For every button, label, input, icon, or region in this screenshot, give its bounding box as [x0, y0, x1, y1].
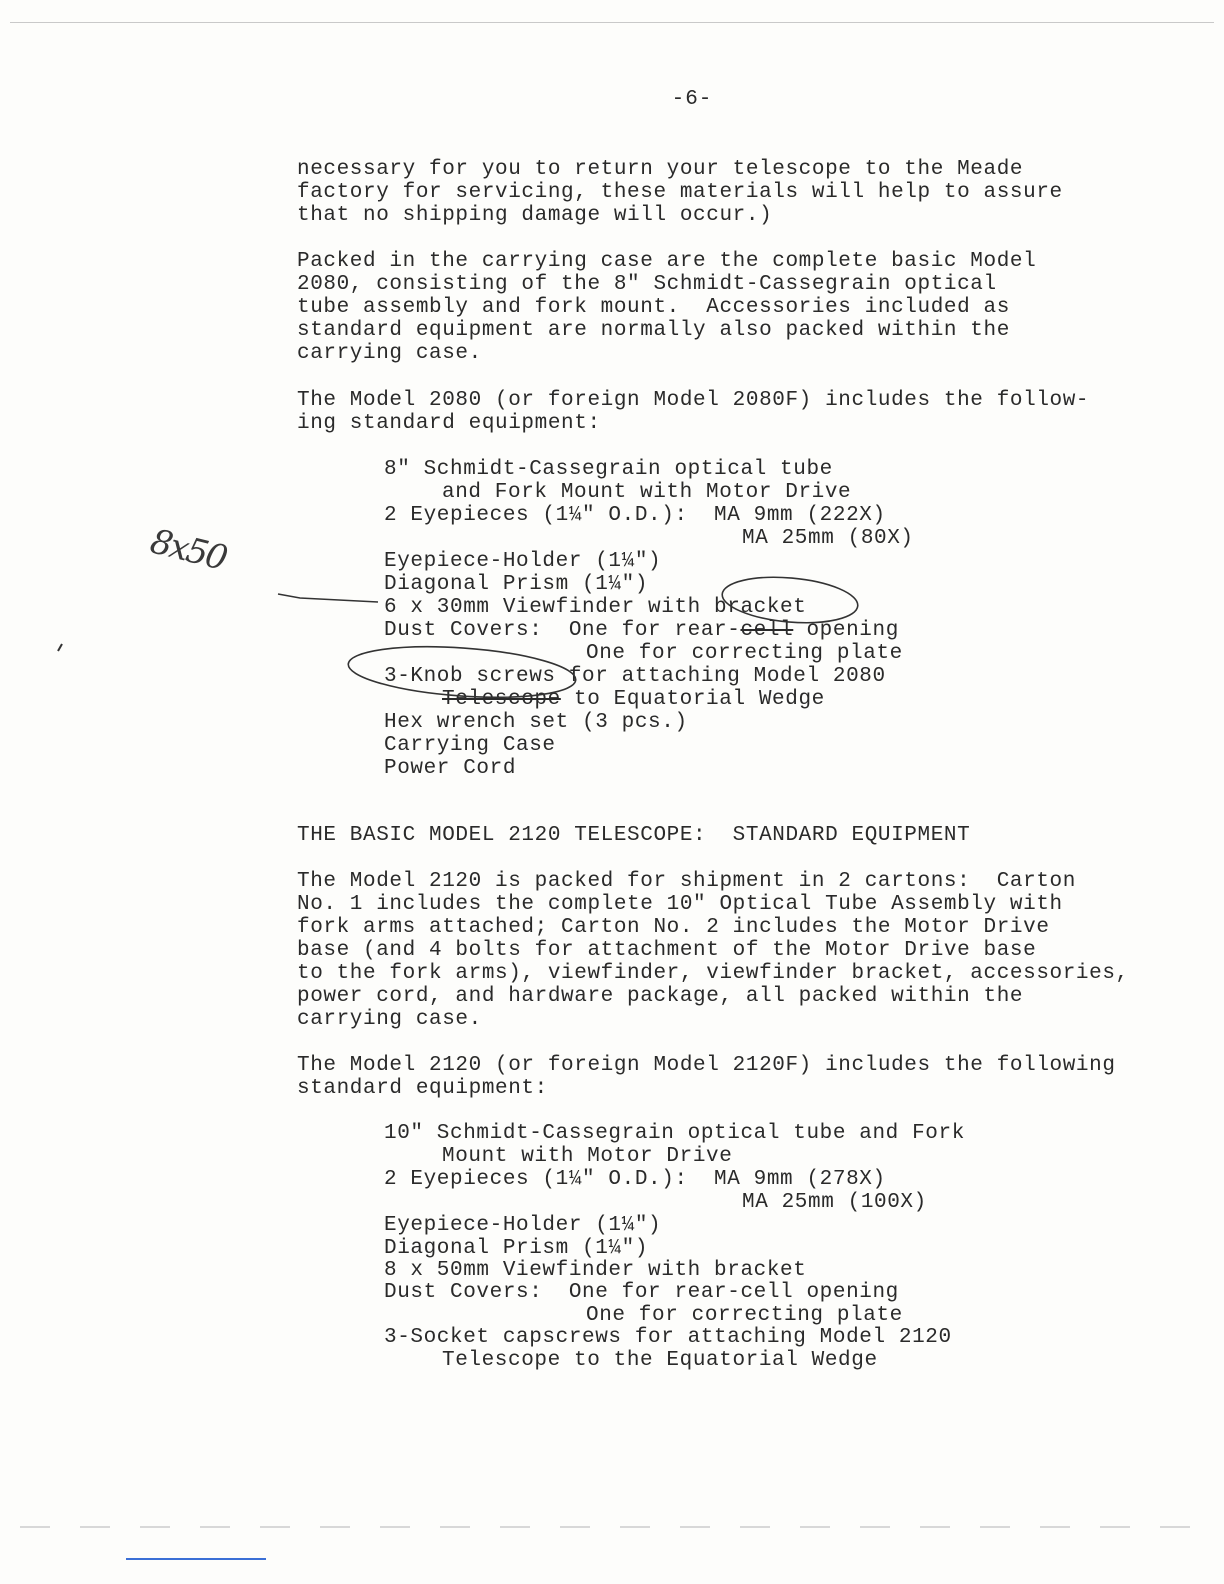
- para2-line: carrying case.: [297, 342, 482, 365]
- equipment-item: Diagonal Prism (1¼"): [384, 573, 649, 596]
- pointer-line: [278, 594, 378, 602]
- para4-line: base (and 4 bolts for attachment of the Motor Drive base: [297, 939, 1037, 962]
- handwritten-note: 8x50: [146, 521, 230, 579]
- equipment-item: MA 25mm (100X): [742, 1191, 927, 1214]
- scan-blue-mark: [126, 1558, 266, 1560]
- page-number: -6-: [671, 88, 713, 111]
- para1-line: necessary for you to return your telescope to the Meade: [297, 158, 1024, 181]
- para4-line: carrying case.: [297, 1008, 482, 1031]
- equipment-item: Power Cord: [384, 757, 517, 780]
- struck-word: Telescope: [442, 688, 561, 711]
- equipment-item: 2 Eyepieces (1¼" O.D.): MA 9mm (278X): [384, 1168, 886, 1191]
- equipment-item: Hex wrench set (3 pcs.): [384, 711, 688, 734]
- equipment-item: MA 25mm (80X): [742, 527, 914, 550]
- para4-line: to the fork arms), viewfinder, viewfinder bracket, accessories,: [297, 962, 1129, 985]
- equipment-item: Eyepiece-Holder (1¼"): [384, 550, 662, 573]
- equipment-item: and Fork Mount with Motor Drive: [442, 481, 852, 504]
- para3-line: ing standard equipment:: [297, 412, 601, 435]
- circle-mark-knob-screws: [347, 640, 578, 704]
- para2-line: Packed in the carrying case are the complete basic Model: [297, 250, 1037, 273]
- equipment-item: 8" Schmidt-Cassegrain optical tube: [384, 458, 833, 481]
- equipment-item: Carrying Case: [384, 734, 556, 757]
- dust-covers-text: opening: [793, 619, 899, 642]
- para5-line: The Model 2120 (or foreign Model 2120F) includes the following: [297, 1054, 1116, 1077]
- para1-line: that no shipping damage will occur.): [297, 204, 773, 227]
- para4-line: power cord, and hardware package, all packed within the: [297, 985, 1024, 1008]
- equipment-item: One for correcting plate: [586, 1304, 903, 1327]
- para2-line: tube assembly and fork mount. Accessories included as: [297, 296, 1010, 319]
- para3-line: The Model 2080 (or foreign Model 2080F) includes the follow-: [297, 389, 1090, 412]
- para1-line: factory for servicing, these materials will help to assure: [297, 181, 1063, 204]
- section-heading: THE BASIC MODEL 2120 TELESCOPE: STANDARD EQUIPMENT: [297, 824, 971, 847]
- equipment-item: 6 x 30mm Viewfinder with bracket: [384, 596, 807, 619]
- equipment-item: 3-Socket capscrews for attaching Model 2120: [384, 1326, 952, 1349]
- scan-bottom-smudge: [20, 1526, 1204, 1528]
- equipment-item: Dust Covers: One for rear-cell opening: [384, 1281, 899, 1304]
- para2-line: 2080, consisting of the 8" Schmidt-Cassegrain optical: [297, 273, 997, 296]
- dust-covers-text: Dust Covers: One for rear-: [384, 619, 741, 642]
- equipment-item: Diagonal Prism (1¼"): [384, 1237, 649, 1260]
- equipment-item: One for correcting plate: [586, 642, 903, 665]
- struck-word: cell: [740, 619, 794, 642]
- equipment-item: 2 Eyepieces (1¼" O.D.): MA 9mm (222X): [384, 504, 886, 527]
- para4-line: The Model 2120 is packed for shipment in 2 cartons: Carton: [297, 870, 1076, 893]
- equipment-item: 8 x 50mm Viewfinder with bracket: [384, 1259, 807, 1282]
- equipment-item: Mount with Motor Drive: [442, 1145, 733, 1168]
- equipment-item: 10" Schmidt-Cassegrain optical tube and Fork: [384, 1122, 965, 1145]
- equipment-item: Eyepiece-Holder (1¼"): [384, 1214, 662, 1237]
- para4-line: No. 1 includes the complete 10" Optical Tube Assembly with: [297, 893, 1063, 916]
- wedge-text: to Equatorial Wedge: [560, 688, 825, 711]
- para2-line: standard equipment are normally also packed within the: [297, 319, 1010, 342]
- para5-line: standard equipment:: [297, 1077, 548, 1100]
- para4-line: fork arms attached; Carton No. 2 includes the Motor Drive: [297, 916, 1050, 939]
- stray-mark: [58, 644, 62, 651]
- circle-mark-bracket: [720, 572, 859, 628]
- equipment-item: Telescope to the Equatorial Wedge: [442, 1349, 878, 1372]
- equipment-item: 3-Knob screws for attaching Model 2080: [384, 665, 886, 688]
